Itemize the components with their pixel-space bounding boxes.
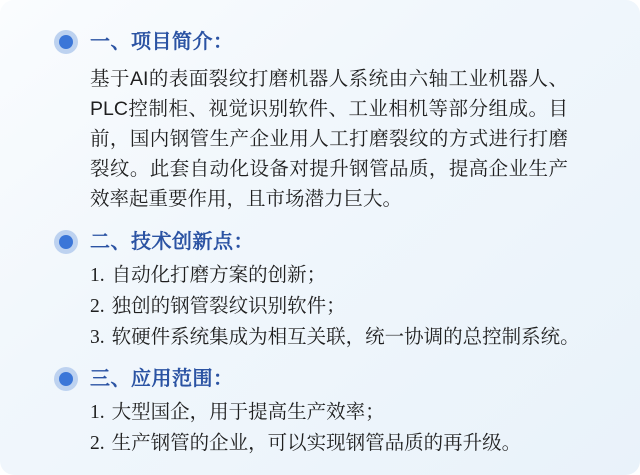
list-item <box>90 291 570 322</box>
section-innovations <box>54 229 580 353</box>
section-header <box>54 229 570 255</box>
section-header <box>54 29 570 55</box>
item-number: 1. <box>90 265 105 286</box>
item-text: 独创的钢管裂纹识别软件； <box>111 295 346 317</box>
list-item <box>90 322 580 353</box>
list-item <box>90 428 570 459</box>
section-heading-innovations: 二、技术创新点： <box>90 231 254 253</box>
list-item <box>90 397 570 428</box>
item-number: 3. <box>90 327 105 348</box>
circle-bullet-icon <box>54 230 78 254</box>
item-text: 自动化打磨方案的创新； <box>111 264 327 286</box>
section-project-intro <box>54 29 570 214</box>
circle-bullet-icon <box>54 367 78 391</box>
item-number: 1. <box>90 402 105 423</box>
section-header <box>54 366 570 392</box>
intro-paragraph: 基于AI的表面裂纹打磨机器人系统由六轴工业机器人、PLC控制柜、视觉识别软件、工业相机等部分组成。目前，国内钢管生产企业用人工打磨裂纹的方式进行打磨裂纹。此套自动化设备对提升钢管品质，提高企业生产效率起重要作用，且市场潜力巨大。 <box>90 68 568 210</box>
applications-list <box>90 397 570 459</box>
section-applications <box>54 366 570 459</box>
bullet-dot <box>59 35 73 49</box>
innovations-list <box>90 260 580 353</box>
section-heading-applications: 三、应用范围： <box>90 368 234 390</box>
bullet-dot <box>59 372 73 386</box>
item-text: 生产钢管的企业，可以实现钢管品质的再升级。 <box>111 432 522 454</box>
bullet-dot <box>59 235 73 249</box>
item-number: 2. <box>90 433 105 454</box>
item-text: 软硬件系统集成为相互关联，统一协调的总控制系统。 <box>111 326 580 348</box>
circle-bullet-icon <box>54 30 78 54</box>
section-heading-intro: 一、项目简介： <box>90 31 234 53</box>
item-number: 2. <box>90 296 105 317</box>
item-text: 大型国企，用于提高生产效率； <box>111 401 385 423</box>
list-item <box>90 260 570 291</box>
